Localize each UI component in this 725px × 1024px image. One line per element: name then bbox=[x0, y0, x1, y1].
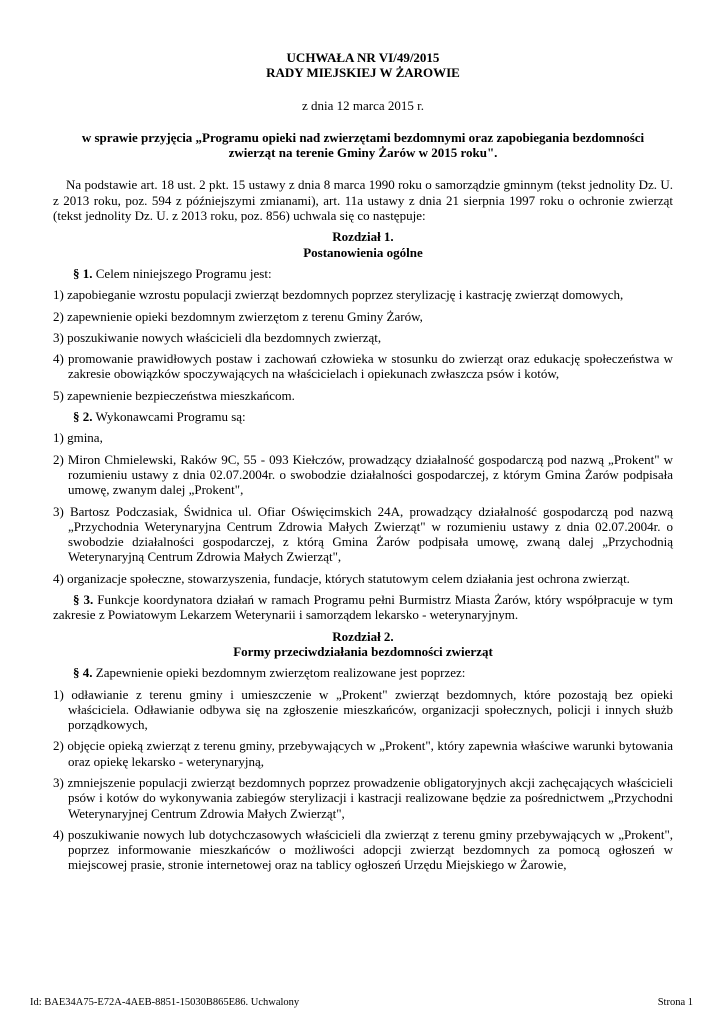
resolution-subject bbox=[53, 130, 673, 161]
section-4-text: Zapewnienie opieki bezdomnym zwierzętom realizowane jest poprzez: bbox=[92, 665, 466, 681]
list-item: 1) odławianie z terenu gminy i umieszczenie w „Prokent" zwierząt bezdomnych, które pozostają bez opieki właściciela. Odławianie odbywa się na zgłoszenie mieszkańców, organizacji społecznych, policji i innych służb porządkowych, bbox=[53, 686, 673, 733]
section-1-mark: § 1. bbox=[73, 265, 93, 281]
resolution-date: z dnia 12 marca 2015 r. bbox=[301, 97, 424, 113]
subject-line-2: zwierząt na terenie Gminy Żarów w 2015 roku". bbox=[228, 145, 498, 161]
chapter-2-heading bbox=[53, 629, 673, 660]
section-2-mark: § 2. bbox=[73, 409, 93, 425]
list-item: 2) zapewnienie opieki bezdomnym zwierzętom z terenu Gminy Żarów, bbox=[53, 308, 423, 324]
chapter-1-title: Postanowienia ogólne bbox=[303, 244, 423, 260]
section-3-text: Funkcje koordynatora działań w ramach Programu pełni Burmistrz Miasta Żarów, który współpracuje w tym zakresie z Powiatowym Lekarzem Weterynarii i samorządem lekarsko - weterynaryjnym. bbox=[53, 592, 674, 623]
section-3 bbox=[53, 592, 673, 623]
resolution-title bbox=[53, 50, 673, 81]
list-item: 4) promowanie prawidłowych postaw i zachowań człowieka w stosunku do zwierząt oraz edukację społeczeństwa w zakresie obowiązków spoczywających na właścicielach i opiekunach zwłaszcza psów i kotów, bbox=[53, 351, 673, 382]
chapter-1-heading bbox=[53, 229, 673, 260]
page-footer bbox=[30, 995, 693, 1010]
list-item: 4) organizacje społeczne, stowarzyszenia, fundacje, których statutowym celem działania jest ochrona zwierząt. bbox=[53, 570, 630, 586]
section-4-mark: § 4. bbox=[73, 665, 93, 681]
list-item: 5) zapewnienie bezpieczeństwa mieszkańcom. bbox=[53, 387, 295, 403]
section-2 bbox=[53, 409, 673, 424]
list-item: 1) zapobieganie wzrostu populacji zwierząt bezdomnych poprzez sterylizację i kastrację zwierząt domowych, bbox=[53, 287, 624, 303]
section-1-text: Celem niniejszego Programu jest: bbox=[92, 265, 272, 281]
subject-line-1: w sprawie przyjęcia „Programu opieki nad zwierzętami bezdomnymi oraz zapobiegania bezdomności bbox=[81, 129, 645, 145]
chapter-2-number: Rozdział 2. bbox=[332, 628, 394, 644]
title-line-1: UCHWAŁA NR VI/49/2015 bbox=[286, 50, 440, 65]
list-item: 3) poszukiwanie nowych właścicieli dla bezdomnych zwierząt, bbox=[53, 329, 382, 345]
section-2-text: Wykonawcami Programu są: bbox=[92, 409, 246, 425]
legal-basis-paragraph: Na podstawie art. 18 ust. 2 pkt. 15 ustawy z dnia 8 marca 1990 roku o samorządzie gminnym (tekst jednolity Dz. U. z 2013 roku, poz. 594 z późniejszymi zmianami), art. 11a ustawy z dnia 21 sierpnia 1997 roku o ochronie zwierząt (tekst jednolity Dz. U. z 2013 roku, poz. 856) uchwala się co następuje: bbox=[53, 177, 673, 224]
list-item: 2) Miron Chmielewski, Raków 9C, 55 - 093 Kiełczów, prowadzący działalność gospodarczą pod nazwą „Prokent" w rozumieniu ustawy z dnia 02.07.2004r. o swobodzie działalności gospodarczej, z którym Gmina Żarów podpisała umowę, zwanym dalej „Prokent", bbox=[53, 451, 673, 498]
list-item: 1) gmina, bbox=[53, 430, 103, 446]
list-item: 2) objęcie opieką zwierząt z terenu gminy, przebywających w „Prokent", który zapewnia właściwe warunki bytowania oraz opiekę lekarsko - weterynaryjną, bbox=[53, 738, 673, 769]
chapter-2-title: Formy przeciwdziałania bezdomności zwierząt bbox=[233, 643, 493, 659]
list-item: 3) zmniejszenie populacji zwierząt bezdomnych poprzez prowadzenie obligatoryjnych akcji zachęcających właścicieli psów i kotów do wykonywania zabiegów sterylizacji i kastracji realizowane będzie za pośrednictwem „Przychodni Weterynaryjnej Centrum Zdrowia Małych Zwierząt", bbox=[53, 774, 673, 821]
section-3-mark: § 3. bbox=[73, 592, 94, 608]
document-page bbox=[53, 50, 673, 873]
chapter-1-number: Rozdział 1. bbox=[332, 229, 394, 245]
document-id: Id: BAE34A75-E72A-4AEB-8851-15030B865E86. Uchwalony bbox=[30, 997, 300, 1008]
section-4 bbox=[53, 665, 673, 680]
list-item: 3) Bartosz Podczasiak, Świdnica ul. Ofiar Oświęcimskich 24A, prowadzący działalność gospodarczą pod nazwą „Przychodnia Weterynaryjna Centrum Zdrowia Małych Zwierząt" w rozumieniu ustawy z dnia 02.07.2004r. o swobodzie działalności gospodarczej, z którą Gmina Żarów podpisała umowę, zwaną dalej „Przychodnią Weterynaryjną Centrum Zdrowia Małych Zwierząt", bbox=[53, 503, 673, 565]
section-1 bbox=[53, 266, 673, 281]
list-item: 4) poszukiwanie nowych lub dotychczasowych właścicieli dla zwierząt z terenu gminy przebywających w „Prokent", poprzez informowanie mieszkańców o możliwości adopcji zwierząt bezdomnych za pomocą ogłoszeń w miejscowej prasie, stronie internetowej oraz na tablicy ogłoszeń Urzędu Miejskiego w Żarowie, bbox=[53, 826, 673, 873]
title-line-2: RADY MIEJSKIEJ W ŻAROWIE bbox=[266, 65, 460, 81]
page-number: Strona 1 bbox=[657, 997, 693, 1008]
